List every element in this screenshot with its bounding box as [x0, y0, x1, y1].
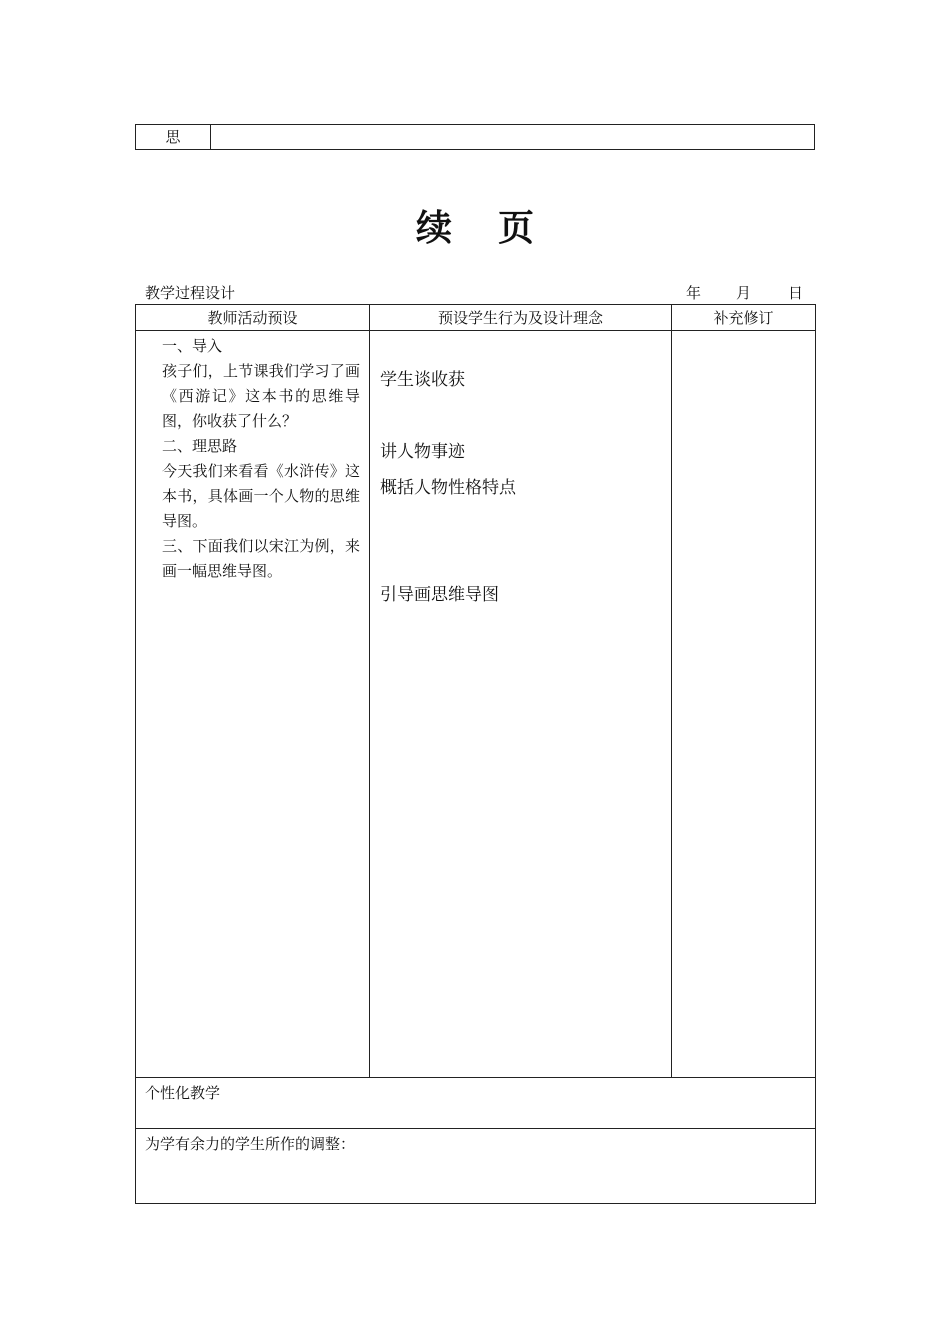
- column-divider-2: [671, 305, 672, 1078]
- student-item: 学生谈收获: [380, 370, 465, 390]
- lesson-plan-table: [135, 304, 816, 1204]
- section-row-divider: [136, 1128, 815, 1129]
- page-title: 续页: [415, 207, 580, 249]
- intro-heading: 一、导入: [162, 337, 223, 355]
- column-header-student: 预设学生行为及设计理念: [437, 309, 603, 327]
- date-year-label: 年: [686, 284, 702, 302]
- body-row-divider: [136, 1077, 815, 1078]
- date-line: [686, 283, 803, 303]
- column-header-teacher: 教师活动预设: [207, 309, 298, 327]
- header-row-divider: [136, 330, 815, 331]
- teacher-activities: [162, 334, 360, 584]
- section-heading: 教学过程设计: [145, 284, 236, 302]
- date-month-label: 月: [736, 284, 752, 302]
- student-item: 引导画思维导图: [380, 585, 499, 605]
- intro-text: 孩子们，上节课我们学习了画《西游记》这本书的思维导图，你收获了什么？: [162, 362, 360, 430]
- outline-text: 今天我们来看看《水浒传》这本书，具体画一个人物的思维导图。: [162, 462, 360, 530]
- top-table-label: 思: [136, 125, 211, 149]
- column-header-revision: 补充修订: [713, 309, 774, 327]
- column-divider-1: [369, 305, 370, 1078]
- personalized-teaching-label: 个性化教学: [145, 1084, 221, 1102]
- outline-heading: 二、理思路: [162, 437, 238, 455]
- example-text: 三、下面我们以宋江为例，来画一幅思维导图。: [162, 537, 360, 580]
- adjustment-label: 为学有余力的学生所作的调整：: [145, 1135, 356, 1153]
- top-table: [135, 124, 815, 150]
- date-day-label: 日: [788, 284, 804, 302]
- student-item: 概括人物性格特点: [380, 478, 516, 498]
- student-item: 讲人物事迹: [380, 442, 465, 462]
